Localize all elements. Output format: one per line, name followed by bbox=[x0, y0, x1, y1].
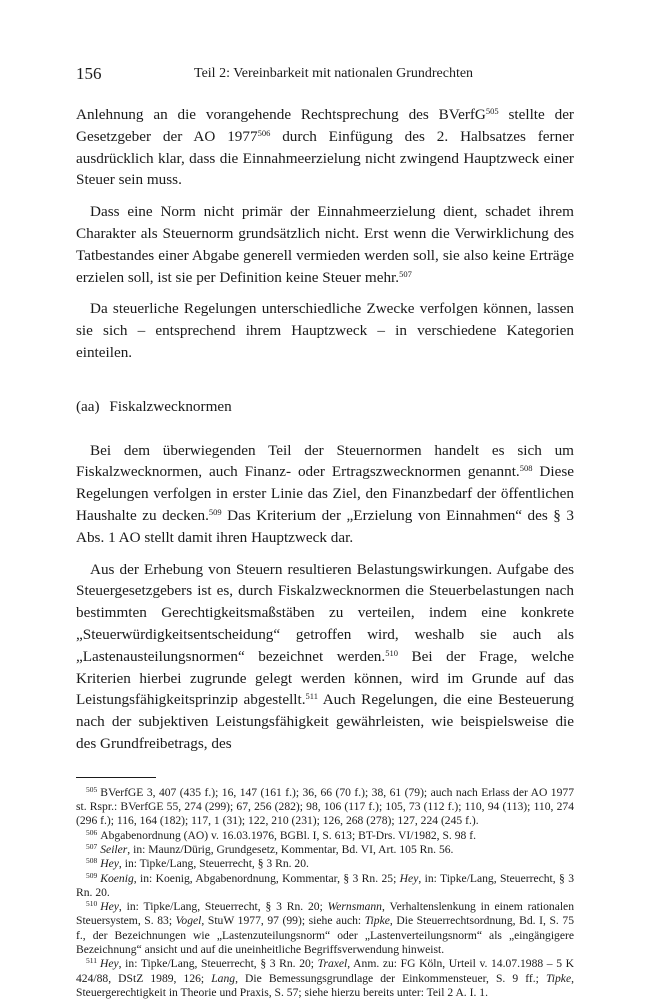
heading-title: Fiskalzwecknormen bbox=[109, 397, 232, 415]
running-head: Teil 2: Vereinbarkeit mit nationalen Grundrechten bbox=[194, 66, 474, 81]
footnote-506: $^{506}$ Abgabenordnung (AO) v. 16.03.1976, BGBl. I, S. 613; BT-Drs. VI/1982, S. 98 f. bbox=[86, 827, 476, 842]
footnote-507: $^{507}$ Seiler, in: Maunz/Dürig, Grundgesetz, Kommentar, Bd. VI, Art. 105 Rn. 56. bbox=[86, 841, 454, 856]
paragraph-3: Da steuerliche Regelungen unterschiedliche Zwecke verfolgen können, lassen sie sich – entsprechend ihrem Hauptzweck – in verschiedene Kategorien einteilen. bbox=[76, 300, 574, 361]
footnote-ref-505[interactable]: 505 bbox=[485, 106, 499, 116]
heading-marker: (aa) bbox=[76, 397, 100, 415]
footnote-ref-506[interactable]: 506 bbox=[257, 127, 271, 138]
footnote-508: $^{508}$ Hey, in: Tipke/Lang, Steuerrecht, § 3 Rn. 20. bbox=[86, 856, 309, 871]
paragraph-4: Bei dem überwiegenden Teil der Steuernormen handelt es sich um Fiskalzwecknormen, auch Finanz- oder Ertragszwecknormen genannt.$^{508}$ Diese Regelungen verfolgen in erster Linie das Ziel, den Finanzbedarf der öffentlichen Haushalte zu decken.$^{509}$ Das Kriterium der „Erzielung von Einnahmen“ des § 3 Abs. 1 AO stellt damit ihren Hauptzweck dar. bbox=[76, 441, 574, 546]
paragraph-2: Dass eine Norm nicht primär der Einnahmeerzielung dient, schadet ihrem Charakter als Steuernorm grundsätzlich nicht. Erst wenn die Verwirklichung des Tatbestandes einer Abgabe generell vermieden werden soll, sie also keine Erträge erzielen soll, ist sie per Definition keine Steuer mehr.$^{507}$ bbox=[76, 203, 574, 286]
footnote-511: $^{511}$ Hey, in: Tipke/Lang, Steuerrecht, § 3 Rn. 20; Traxel, Anm. zu: FG Köln, Urteil v. 14.07.1988 – 5 K 424/88, DStZ 1989, 126; Lang, Die Bemessungsgrundlage der Einkommensteuer, S. 9 ff.; Tipke, Steuergerechtigkeit in Theorie und Praxis, S. 57; siehe hierzu bereits unter: Teil 2 A. I. 1. bbox=[76, 956, 574, 999]
section-heading bbox=[76, 396, 574, 418]
page-header bbox=[76, 60, 574, 84]
paragraph-5: Aus der Erhebung von Steuern resultieren Belastungswirkungen. Aufgabe des Steuergesetzgebers ist es, durch Fiskalzwecknormen die Steuerbelastungen nach bestimmten Gerechtigkeitsmaßstäben zu verteilen, indem eine konkrete „Steuerwürdigkeitsentscheidung“ getroffen wird, weshalb sie auch als „Lastenausteilungsnormen“ bezeichnet werden.$^{510}$ Bei der Frage, welche Kriterien hierbei zugrunde gelegt werden können, wird im Grunde auf das Leistungsfähigkeitsprinzip abgestellt.$^{511}$ Auch Regelungen, die eine Besteuerung nach der subjektiven Leistungsfähigkeit gewährleisten, wie beispielsweise die des Grundfreibetrags, des bbox=[76, 560, 574, 752]
footnote-ref-507[interactable]: 507 bbox=[399, 268, 412, 279]
page-number: 156 bbox=[76, 64, 102, 83]
footnotes bbox=[76, 786, 574, 1000]
paragraph-1: Anlehnung an die vorangehende Rechtsprechung des BVerfG$^{505}$ stellte der Gesetzgeber der AO 1977$^{506}$ durch Einfügung des 2. Halbsatzes ferner ausdrücklich klar, dass die Einnahmeerzielung nicht zwingend Hauptzweck einer Steuer sein muss. bbox=[76, 106, 574, 189]
footnote-510: $^{510}$ Hey, in: Tipke/Lang, Steuerrecht, § 3 Rn. 20; Wernsmann, Verhaltenslenkung in einem rationalen Steuersystem, S. 83; Vogel, StuW 1977, 97 (99); siehe auch: Tipke, Die Steuerrechtsordnung, Bd. I, S. 75 f., der Bezeichnungen wie „Lastenzuteilungsnorm“ oder „Lastenverteilungsnorm“ als „eingängigere Bezeichnung“ ansicht und auf die uneinheitliche Begriffsverwendung hinweist. bbox=[76, 899, 575, 956]
footnote-509: $^{509}$ Koenig, in: Koenig, Abgabenordnung, Kommentar, § 3 Rn. 25; Hey, in: Tipke/Lang, Steuerrecht, § 3 Rn. 20. bbox=[76, 870, 574, 899]
footnote-ref-511[interactable]: 511 bbox=[305, 691, 318, 702]
document-page bbox=[76, 60, 574, 1000]
footnote-ref-510[interactable]: 510 bbox=[385, 647, 398, 658]
footnote-divider bbox=[76, 777, 156, 778]
footnote-ref-509[interactable]: 509 bbox=[208, 506, 222, 517]
footnote-ref-508[interactable]: 508 bbox=[519, 463, 533, 474]
body-text bbox=[76, 104, 574, 755]
footnote-505: $^{505}$ BVerfGE 3, 407 (435 f.); 16, 147 (161 f.); 36, 66 (70 f.); 38, 61 (79); auch nach Erlass der AO 1977 st. Rspr.: BVerfGE 55, 274 (299); 67, 256 (282); 98, 106 (117 f.); 105, 73 (112 f.); 110, 94 (113); 110, 274 (296 f.); 116, 164 (182); 117, 1 (31); 122, 210 (231); 126, 268 (278); 127, 224 (245 f.). bbox=[76, 784, 574, 828]
